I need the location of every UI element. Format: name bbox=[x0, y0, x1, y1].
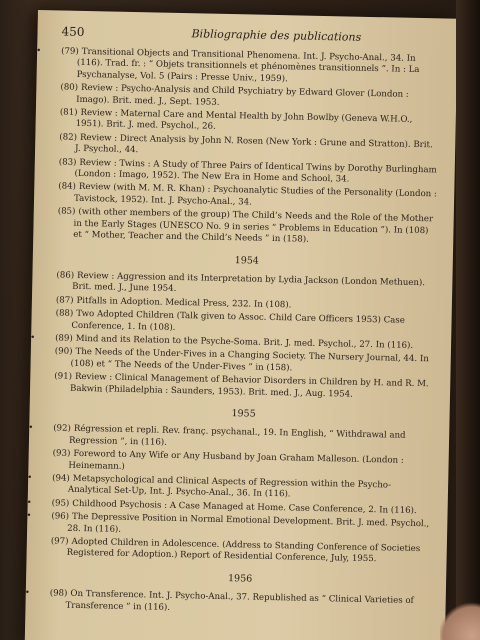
entry-number: (87) bbox=[55, 295, 74, 306]
entry-text: Adopted Children in Adolescence. (Address to Standing Conference of Societies Registered for Adoption.) Report of Residential Conference, July, 1955. bbox=[66, 536, 421, 565]
entry-number: (84) bbox=[58, 181, 77, 193]
entry-text: Review : Clinical Management of Behavior Disorders in Children by H. and R. M. Bakwin (Philadelphia : Saunders, 1953). Brit. med. J., Aug. 1954. bbox=[69, 372, 429, 400]
entry-text: Childhood Psychosis : A Case Managed at Home. Case Conference, 2. In (116). bbox=[72, 498, 417, 516]
entry-number: (95) bbox=[51, 498, 70, 509]
entry-number: (93) bbox=[52, 448, 71, 459]
entry-number: (98) bbox=[49, 588, 68, 599]
entry-text: The Depressive Position in Normal Emotional Development. Brit. J. med. Psychol., 28. In (116). bbox=[67, 512, 430, 535]
entry-number: (79) bbox=[61, 46, 79, 57]
entry-text: Foreword to Any Wife or Any Husband by Joan Graham Malleson. (London : Heinemann.) bbox=[68, 449, 404, 472]
entry-number: (89) bbox=[55, 333, 73, 344]
entry-number: (81) bbox=[59, 107, 78, 118]
entry-number: (97) bbox=[50, 536, 69, 547]
entry-number: (96) bbox=[51, 511, 70, 522]
entry-text: Review (with M. M. R. Khan) : Psychoanalytic Studies of the Personality (London : Tavistock, 1952). Int. J. Psycho-Anal., 34. bbox=[73, 182, 437, 208]
entry-text: Review : Maternal Care and Mental Health by John Bowlby (Geneva W.H.O., 1951). Brit. J. med. Psychol., 26. bbox=[75, 107, 413, 133]
running-title: Bibliographie des publications bbox=[191, 27, 362, 44]
entry-number: (82) bbox=[59, 132, 78, 143]
entry-number: (91) bbox=[54, 371, 73, 382]
bibliography-entry bbox=[57, 207, 438, 249]
entry-text: Review : Psycho-Analysis and Child Psychiatry by Edward Glover (London : Imago). Brit. med. J., Sept. 1953. bbox=[76, 83, 409, 108]
entries-1956 bbox=[24, 588, 429, 620]
thumb bbox=[440, 600, 480, 640]
entry-text: On Transference. Int. J. Psycho-Anal., 37. Republished as “ Clinical Varieties of Transference ” in (116). bbox=[65, 589, 414, 613]
entry-text: Pitfalls in Adoption. Medical Press, 232. In (108). bbox=[76, 295, 292, 311]
entry-number: (90) bbox=[54, 346, 73, 358]
entry-number: (85) bbox=[57, 206, 76, 218]
entry-text: Two Adopted Children (Talk given to Assoc. Child Care Officers 1953) Case Conference, 1. In (108). bbox=[71, 308, 405, 333]
entry-number: (92) bbox=[53, 423, 71, 435]
entry-text: Transitional Objects and Transitional Phenomena. Int. J. Psycho-Anal., 34. In (116). Trad. fr. : “ Objets transitionnels et phénomènes transitionnels ”. In : La Psychanalyse, Vol. 5 (Pairs : Presse Univ., 1959). bbox=[76, 46, 420, 85]
book-page bbox=[25, 10, 458, 640]
entry-text: Review : Aggression and its Interpretation by Lydia Jackson (London Methuen). Brit. med. J., June 1954. bbox=[72, 270, 426, 295]
entry-number: (94) bbox=[52, 473, 70, 484]
entry-text: (with other members of the group) The Child’s Needs and the Role of the Mother in the Early Stages (UNESCO No. 9 in series “ Problems in Education ”). In (108) et “ Mother, Teacher and the Child’s Needs ” in (158). bbox=[73, 207, 434, 245]
year-heading-1956: 1956 bbox=[227, 572, 253, 585]
entry-number: (83) bbox=[58, 157, 77, 168]
page-number: 450 bbox=[61, 24, 85, 39]
entry-text: The Needs of the Under-Fives in a Changing Society. The Nursery Journal, 44. In (108) et “ The Needs of the Under-Fives ” in (158). bbox=[70, 347, 429, 374]
entry-text: Mind and its Relation to the Psyche-Soma. Brit. J. med. Psychol., 27. In (116). bbox=[75, 333, 414, 351]
entries-1953 bbox=[36, 45, 441, 248]
bibliography-entry bbox=[24, 588, 429, 620]
entry-number: (88) bbox=[55, 308, 74, 319]
entries-1954 bbox=[30, 270, 437, 402]
entry-text: Metapsychological and Clinical Aspects of Regression within the Psycho-Analytical Set-Up, Int. J. Psycho-Anal., 36. In (116). bbox=[67, 473, 392, 500]
entry-text: Review : Twins : A Study of Three Pairs of Identical Twins by Dorothy Burlingham (London : Imago, 1952). The New Era in Home and School, 34. bbox=[74, 157, 437, 185]
entry-text: Review : Direct Analysis by John N. Rosen (New York : Grune and Stratton). Brit. J. Psychol., 44. bbox=[74, 132, 433, 156]
year-heading-1954: 1954 bbox=[234, 254, 260, 267]
entries-1955 bbox=[26, 423, 434, 567]
entry-number: (80) bbox=[60, 82, 79, 94]
entry-number: (86) bbox=[56, 270, 75, 281]
book-edge-shadow bbox=[456, 0, 480, 640]
bibliography-content bbox=[24, 45, 441, 621]
entry-text: Régression et repli. Rev. franç. psychanal., 19. In English, “ Withdrawal and Regression ”, in (116). bbox=[68, 424, 406, 448]
year-heading-1955: 1955 bbox=[231, 408, 256, 420]
